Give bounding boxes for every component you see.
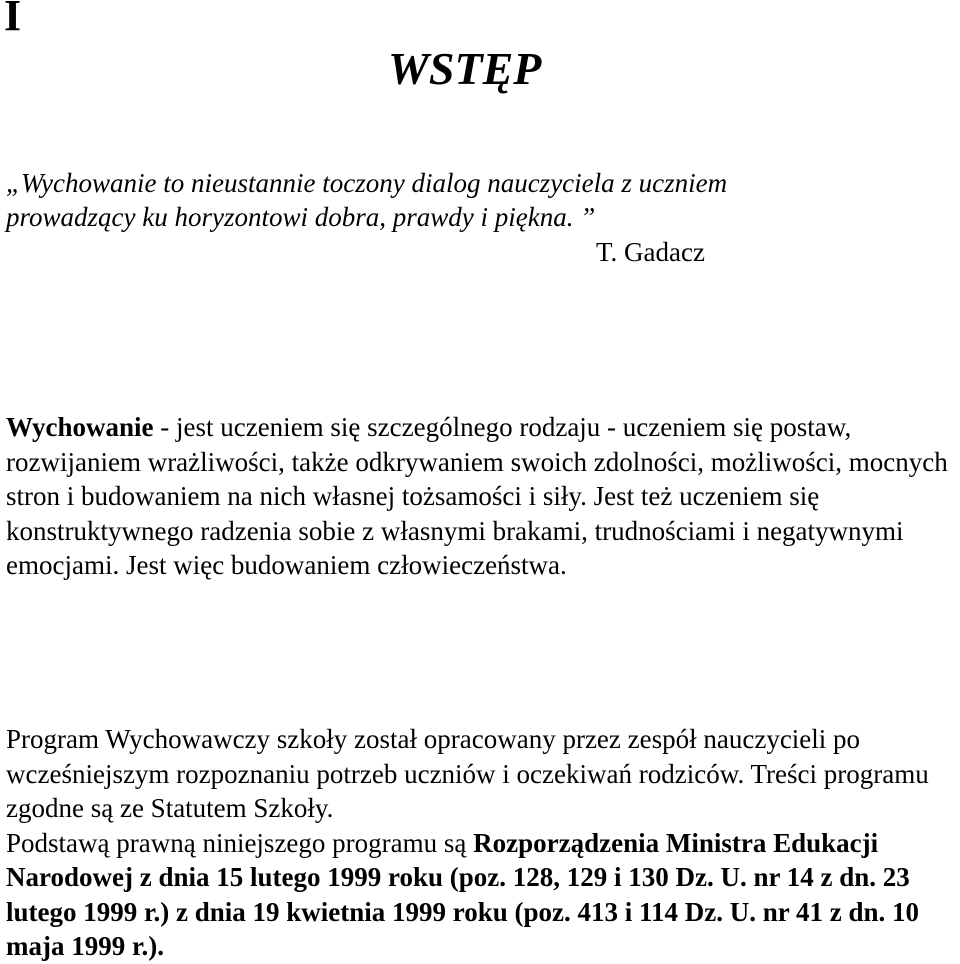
paragraph-program bbox=[6, 722, 956, 964]
paragraph-legal-basis-lead: Podstawą prawną niniejszego programu są bbox=[6, 827, 474, 858]
epigraph-author: T. Gadacz bbox=[596, 237, 705, 267]
epigraph-line-1: „Wychowanie to nieustannie toczony dialog nauczyciela z uczniem bbox=[6, 168, 728, 198]
paragraph-definition bbox=[6, 410, 956, 583]
epigraph-quote bbox=[6, 166, 946, 234]
paragraph-definition-text: - jest uczeniem się szczególnego rodzaju - uczeniem się postaw, rozwijaniem wrażliwości, także odkrywaniem swoich zdolności, możliwości, mocnych stron i budowaniem na nich własnej tożsamości i siły. Jest też uczeniem się konstruktywnego radzenia sobie z własnymi brakami, trudnościami i negatywnymi emocjami. Jest więc budowaniem człowieczeństwa. bbox=[6, 412, 948, 580]
chapter-number: I bbox=[4, 0, 22, 40]
paragraph-legal-basis bbox=[6, 826, 956, 964]
paragraph-program-text: Program Wychowawczy szkoły został opracowany przez zespół nauczycieli po wcześniejszym rozpoznaniu potrzeb uczniów i oczekiwań rodziców. Treści programu zgodne są ze Statutem Szkoły. bbox=[6, 724, 929, 823]
epigraph-line-2: prowadzący ku horyzontowi dobra, prawdy i piękna. ” bbox=[6, 202, 596, 232]
page-title: WSTĘP bbox=[388, 43, 542, 94]
paragraph-legal-basis-bold: Rozporządzenia Ministra Edukacji Narodowej z dnia 15 lutego 1999 roku (poz. 128, 129 i 130 Dz. U. nr 14 z dn. 23 lutego 1999 r.) z dnia 19 kwietnia 1999 roku (poz. 413 i 114 Dz. U. nr 41 z dn. 10 maja 1999 r.). bbox=[6, 827, 920, 961]
paragraph-bold-lead: Wychowanie bbox=[6, 412, 154, 442]
